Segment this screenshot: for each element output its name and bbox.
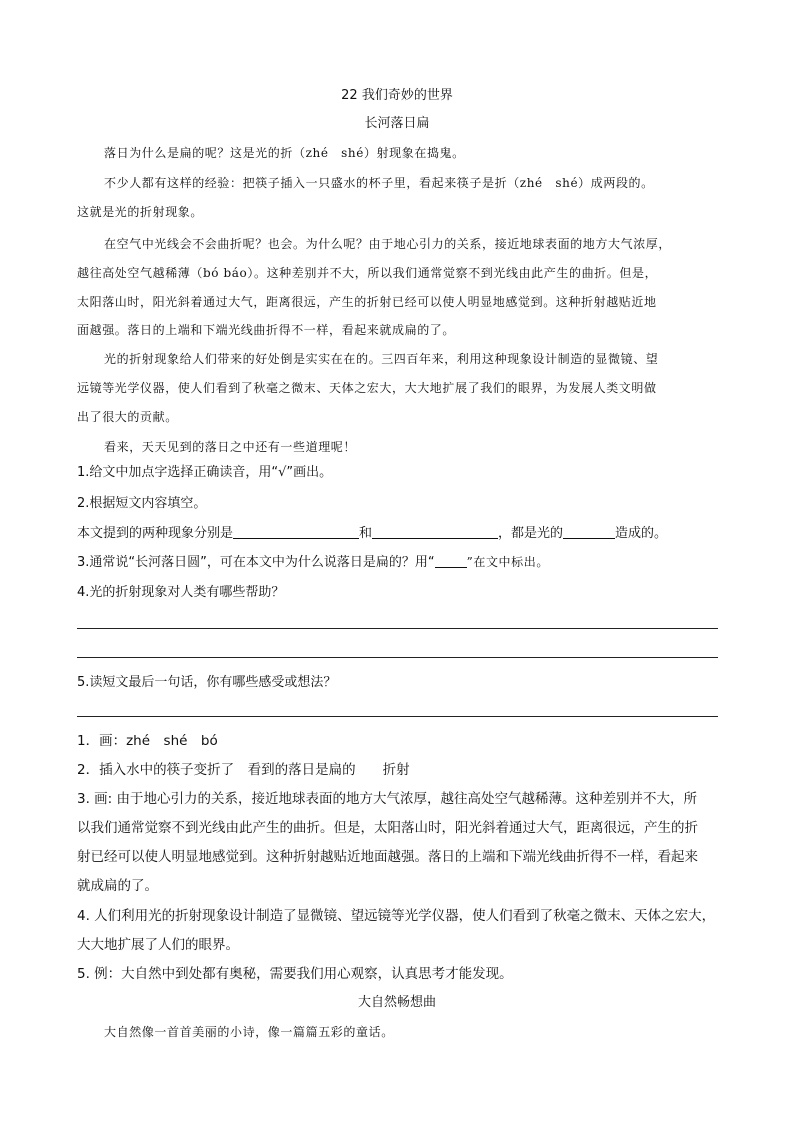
fill-text: ，都是光的 xyxy=(498,526,564,541)
question-2: 2.根据短文内容填空。 xyxy=(77,496,207,511)
answer-3-line: 射已经可以使人明显地感觉到。这种折射越贴近地面越强。落日的上端和下端光线曲折得不一样，看起来 xyxy=(77,849,698,865)
passage-line: 出了很大的贡献。 xyxy=(77,410,178,424)
answer-3-line: 就成扁的了。 xyxy=(77,878,158,894)
passage2-line: 大自然像一首首美丽的小诗，像一篇篇五彩的童话。 xyxy=(104,1025,394,1039)
question-3 xyxy=(77,552,549,573)
passage-line: 光的折射现象给人们带来的好处倒是实实在在的。三四百年来，利用这种现象设计制造的显微镜、望 xyxy=(104,352,659,366)
passage-line: 这就是光的折射现象。 xyxy=(77,205,204,219)
answer-5: 5. 例：大自然中到处都有奥秘，需要我们用心观察，认真思考才能发现。 xyxy=(77,966,513,982)
underline-mark-sample xyxy=(435,553,467,568)
question-1: 1.给文中加点字选择正确读音，用“√”画出。 xyxy=(77,465,333,480)
question-2-fill-line xyxy=(77,524,667,544)
answer-blank[interactable] xyxy=(233,524,359,539)
answer-line[interactable] xyxy=(77,657,718,658)
answer-1: 1．画：zhé shé bó xyxy=(77,733,218,749)
unit-title: 22 我们奇妙的世界 xyxy=(341,88,453,103)
answer-blank[interactable] xyxy=(372,524,498,539)
answer-3-line: 3. 画: 由于地心引力的关系，接近地球表面的地方大气浓厚，越往高处空气越稀薄。这种差别并不大，所 xyxy=(77,791,698,807)
fill-text: 造成的。 xyxy=(615,526,668,541)
answer-blank[interactable] xyxy=(563,524,615,539)
answer-line[interactable] xyxy=(77,716,718,717)
question-3-text-end: ”在文中标出。 xyxy=(466,555,549,569)
question-3-text: 3.通常说“长河落日圆”，可在本文中为什么说落日是扁的？用“ xyxy=(77,555,435,570)
passage-line: 不少人都有这样的经验：把筷子插入一只盛水的杯子里，看起来筷子是折（zhé shé）成两段的。 xyxy=(104,176,654,190)
answer-4-line: 大大地扩展了人们的眼界。 xyxy=(77,937,239,953)
passage-line: 落日为什么是扁的呢？这是光的折（zhé shé）射现象在捣鬼。 xyxy=(104,146,465,160)
fill-text: 本文提到的两种现象分别是 xyxy=(77,526,234,541)
passage-line: 面越强。落日的上端和下端光线曲折得不一样，看起来就成扁的了。 xyxy=(77,323,456,337)
passage-line: 太阳落山时，阳光斜着通过大气，距离很远，产生的折射已经可以使人明显地感觉到。这种折射越贴近地 xyxy=(77,295,657,309)
passage-title: 长河落日扁 xyxy=(364,116,430,131)
passage-line: 远镜等光学仪器，使人们看到了秋毫之微末、天体之宏大，大大地扩展了我们的眼界，为发展人类文明做 xyxy=(77,381,657,395)
passage-line: 看来，天天见到的落日之中还有一些道理呢！ xyxy=(104,440,357,454)
fill-text: 和 xyxy=(359,526,373,541)
question-4: 4.光的折射现象对人类有哪些帮助？ xyxy=(77,585,285,600)
answer-line[interactable] xyxy=(77,628,718,629)
passage-line: 越往高处空气越稀薄（bó báo）。这种差别并不大，所以我们通常觉察不到光线由此产生的曲折。但是， xyxy=(77,266,658,280)
answer-2: 2．插入水中的筷子变折了 看到的落日是扁的 折射 xyxy=(77,762,410,778)
passage-line: 在空气中光线会不会曲折呢？也会。为什么呢？由于地心引力的关系，接近地球表面的地方大气浓厚， xyxy=(104,237,672,251)
passage2-title: 大自然畅想曲 xyxy=(357,995,436,1010)
answer-3-line: 以我们通常觉察不到光线由此产生的曲折。但是，太阳落山时，阳光斜着通过大气，距离很远，产生的折 xyxy=(77,820,698,836)
answer-4-line: 4. 人们利用光的折射现象设计制造了显微镜、望远镜等光学仪器，使人们看到了秋毫之微末、天体之宏大， xyxy=(77,908,716,924)
question-5: 5.读短文最后一句话，你有哪些感受或想法？ xyxy=(77,675,337,690)
